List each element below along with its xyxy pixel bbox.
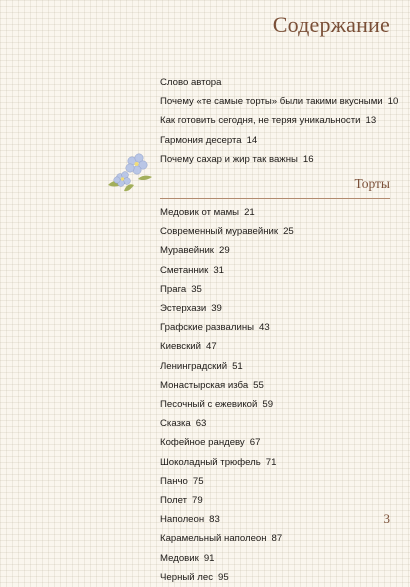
toc-entry (160, 357, 294, 376)
toc-entry-title: Слово автора (160, 77, 222, 88)
toc-entry-page: 75 (192, 475, 204, 487)
toc-entry-title: Медовик (160, 552, 199, 564)
toc-entry (160, 299, 294, 318)
toc-entry (160, 491, 294, 510)
toc-entry-page: 55 (253, 379, 264, 391)
forget-me-not-flower-icon (104, 149, 156, 197)
toc-entry-title: Песочный с ежевикой (160, 399, 258, 411)
toc-entry-title: Эстерхази (160, 303, 207, 315)
toc-entry-title: Полет (160, 495, 188, 507)
toc-entry (160, 549, 294, 568)
toc-entry-page: 83 (209, 514, 220, 526)
toc-entry-page: 63 (195, 418, 207, 430)
toc-entry (160, 395, 294, 414)
toc-entry-page: 43 (259, 322, 270, 334)
toc-entry-page: 91 (203, 552, 215, 564)
toc-entry (160, 376, 294, 395)
toc-entry-page: 35 (191, 283, 202, 295)
toc-entry-page: 95 (218, 571, 229, 583)
toc-entry (160, 261, 294, 280)
toc-entry (160, 433, 294, 452)
toc-entry-page: 59 (262, 399, 274, 411)
toc-entry-title: Почему сахар и жир так важны (160, 153, 298, 165)
toc-entry-title: Черный лес (160, 571, 214, 583)
toc-entry (160, 453, 294, 472)
toc-entry-page: 21 (244, 207, 255, 218)
toc-entry-title: Сказка (160, 418, 191, 430)
toc-entry-title: Графские развалины (160, 322, 255, 334)
toc-entry (160, 529, 294, 548)
toc-entry-page: 67 (249, 437, 261, 449)
intro-list (160, 73, 398, 169)
toc-entry-page: 10 (387, 96, 399, 108)
toc-entry (160, 280, 294, 299)
toc-entry (160, 92, 398, 111)
toc-entry (160, 150, 398, 169)
page-title: Содержание (272, 12, 390, 37)
toc-entry-title: Современный муравейник (160, 226, 279, 238)
toc-entry (160, 472, 294, 491)
toc-entry-page: 47 (205, 341, 217, 353)
toc-entry-title: Панчо (160, 475, 188, 487)
toc-entry-page: 39 (211, 303, 222, 315)
section-title-cakes: Торты (354, 176, 390, 191)
toc-entry-title: Муравейник (160, 245, 214, 257)
toc-entry (160, 222, 294, 241)
toc-entry-title: Ленинградский (160, 360, 228, 372)
toc-entry-page: 31 (213, 264, 224, 276)
toc-entry-title: Как готовить сегодня, не теряя уникальности (160, 115, 361, 127)
toc-entry (160, 337, 294, 356)
toc-entry (160, 510, 294, 529)
toc-entry-page: 79 (192, 495, 203, 507)
toc-entry-page: 14 (246, 134, 258, 146)
toc-entry-page: 51 (232, 360, 243, 372)
toc-entry (160, 73, 398, 92)
toc-entry (160, 111, 398, 130)
toc-entry-title: Киевский (160, 341, 201, 353)
toc-entry-title: Прага (160, 283, 187, 295)
cakes-list (160, 203, 294, 587)
section-divider (160, 198, 390, 199)
toc-entry (160, 241, 294, 260)
toc-entry-page: 16 (302, 153, 314, 165)
page-number: 3 (383, 511, 390, 526)
toc-entry-title: Гармония десерта (160, 134, 242, 146)
toc-entry (160, 203, 294, 222)
toc-entry-page: 29 (219, 245, 230, 257)
toc-entry (160, 131, 398, 150)
toc-entry-page: 87 (271, 533, 283, 545)
toc-entry-title: Монастырская изба (160, 379, 249, 391)
toc-entry-page: 13 (365, 115, 377, 127)
toc-entry-title: Медовик от мамы (160, 207, 240, 218)
toc-entry (160, 414, 294, 433)
toc-entry-title: Шоколадный трюфель (160, 456, 261, 468)
toc-entry-page: 71 (265, 456, 277, 468)
toc-entry (160, 568, 294, 587)
toc-entry-title: Почему «те самые торты» были такими вкусными (160, 96, 383, 108)
toc-entry-page: 25 (283, 226, 294, 238)
toc-entry-title: Кофейное рандеву (160, 437, 245, 449)
toc-entry-title: Наполеон (160, 514, 205, 526)
toc-entry-title: Сметанник (160, 264, 209, 276)
toc-entry-title: Карамельный наполеон (160, 533, 267, 545)
toc-entry (160, 318, 294, 337)
